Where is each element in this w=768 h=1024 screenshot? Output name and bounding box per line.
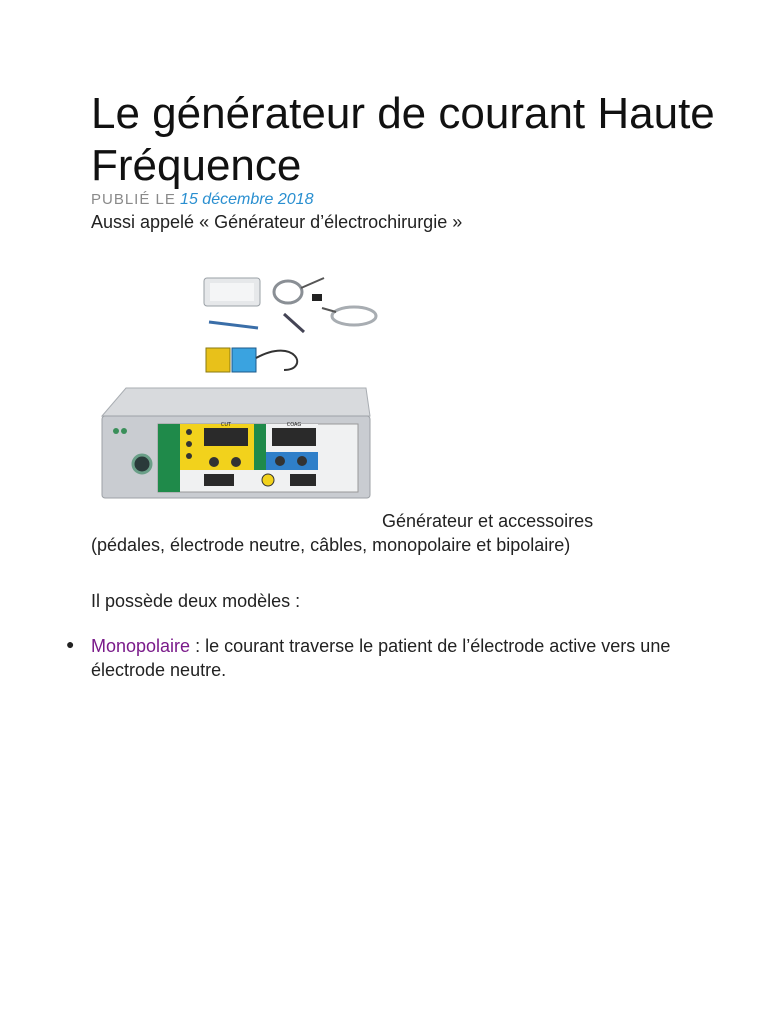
page-title: Le générateur de courant Haute Fréquence <box>91 89 715 190</box>
bipolar-forceps <box>284 314 304 332</box>
coag-display <box>272 428 316 446</box>
generator-illustration <box>96 266 386 506</box>
figure-caption-line2: (pédales, électrode neutre, câbles, monopolaire et bipolaire) <box>91 535 571 555</box>
figure-caption-line1: Générateur et accessoires <box>382 511 594 531</box>
cut-label: CUT <box>220 422 232 428</box>
output-socket-right <box>290 474 316 486</box>
published-label: PUBLIÉ LE <box>91 191 176 208</box>
coag-label: COAG <box>286 422 302 428</box>
bullet-icon: ● <box>66 636 75 652</box>
publication-date-link[interactable]: 15 décembre 2018 <box>180 191 314 208</box>
publication-meta <box>91 191 313 209</box>
output-socket-left <box>204 474 234 486</box>
monopolar-pencil <box>209 322 258 328</box>
foot-pedal-yellow <box>206 348 230 372</box>
subtitle: Aussi appelé « Générateur d’électrochirurgie » <box>91 212 463 232</box>
foot-pedal-blue <box>232 348 256 372</box>
neutral-socket <box>262 474 274 486</box>
monopolaire-link[interactable]: Monopolaire <box>91 636 191 656</box>
power-knob <box>133 455 151 473</box>
intro-paragraph: Il possède deux modèles : <box>91 591 301 611</box>
cable-coil <box>274 281 302 303</box>
list-item <box>91 634 731 682</box>
bipolar-cable <box>332 307 376 325</box>
term-separator: : <box>190 636 206 656</box>
generator-figure <box>96 266 386 506</box>
list-item-description: le courant traverse le patient de l’électrode active vers une électrode neutre. <box>91 636 671 680</box>
cut-display <box>204 428 248 446</box>
